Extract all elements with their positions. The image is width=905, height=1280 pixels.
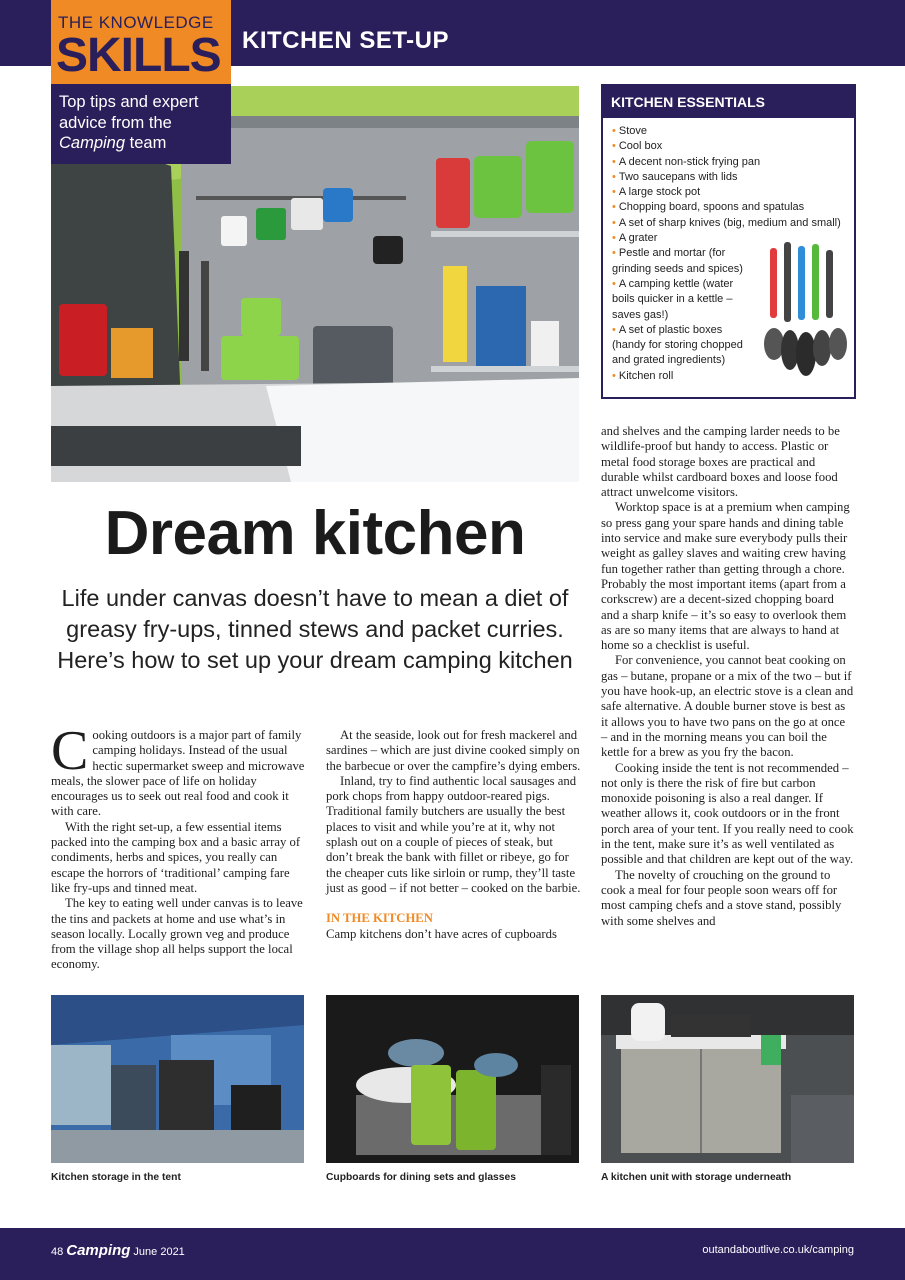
paragraph: For convenience, you cannot beat cooking on gas – butane, propane or a mix of the two – but if you have hook-up, an electric stove is a clean and safe alternative. A double burner stove is best as it allows you to have two pans on the go at once – and in the morning means you can boil the kettle for a brew as you fry the bacon. [601, 653, 854, 760]
paragraph: Cooking inside the tent is not recommended – not only is there the risk of fire but carbon monoxide poisoning is also a real danger. If weather allows it, cook outdoors or in the front porch area of your tent. If you really need to cook in the tent, make sure it’s as well ventilated as possible and that children are kept out of the way. [601, 760, 854, 867]
list-item-text: A grater [618, 232, 658, 245]
bullet-icon: • [612, 201, 616, 214]
paragraph: The novelty of crouching on the ground to cook a meal for four people soon wears off for most camping chefs and a stove stand, possibly with some shelves and [601, 867, 842, 928]
paragraph: Camp kitchens don’t have acres of cupboards [326, 926, 557, 941]
article-standfirst: Life under canvas doesn’t have to mean a diet of greasy fry-ups, tinned stews and packet curries. Here’s how to set up your dream camping kitchen [57, 585, 573, 673]
list-item-text: Stove [618, 125, 647, 137]
magazine-logo: Camping [66, 1242, 131, 1259]
tent-storage-photo [51, 995, 304, 1163]
bullet-icon: • [612, 216, 616, 229]
paragraph: The key to eating well under canvas is to leave the tins and packets at home and use what’s in season locally. Locally grown veg and produce from the village shop all helps support the local economy. [51, 896, 303, 972]
list-item-text: Cool box [618, 140, 663, 153]
paragraph: With the right set-up, a few essential items packed into the camping box and a basic array of condiments, herbs and spices, you really can escape the horrors of ‘traditional’ camping fare like fry-ups and tinned meat. [51, 819, 301, 895]
list-item-text: Kitchen roll [618, 369, 674, 382]
utensil-set-photo [760, 238, 850, 380]
tagline [59, 92, 229, 154]
list-item-text: A large stock pot [618, 186, 701, 199]
bullet-icon: • [612, 369, 616, 382]
photo-caption: Cupboards for dining sets and glasses [326, 1172, 516, 1183]
tagline-line-2: advice from the [59, 113, 172, 132]
list-item [612, 277, 752, 323]
cupboard-photo [326, 995, 579, 1163]
paragraph: and shelves and the camping larder needs to be wildlife-proof but handy to access. Plastic or metal food storage boxes are practical and durable whilst cardboard boxes and loose food attract unwelcome visitors. [601, 424, 840, 500]
list-item [612, 200, 852, 215]
tagline-line-3: team [125, 134, 167, 152]
list-item-text: A camping kettle (water boils quicker in a kettle – saves gas!) [612, 277, 734, 321]
list-item-text: Two saucepans with lids [618, 170, 738, 183]
photo-caption: Kitchen storage in the tent [51, 1172, 181, 1183]
list-item-text: Pestle and mortar (for grinding seeds and spices) [612, 247, 743, 275]
tagline-magazine: Camping [59, 134, 126, 152]
drop-cap: C [51, 720, 89, 782]
list-item [612, 155, 852, 170]
list-item-text: A set of sharp knives (big, medium and small) [618, 216, 841, 229]
photo-caption: A kitchen unit with storage underneath [601, 1172, 792, 1183]
issue-date: June 2021 [133, 1246, 185, 1258]
list-item [612, 170, 852, 185]
bullet-icon: • [612, 232, 616, 245]
bullet-icon: • [612, 323, 616, 336]
section-title: KITCHEN SET-UP [242, 27, 450, 54]
paragraph: At the seaside, look out for fresh mackerel and sardines – which are just divine cooked simply on the barbecue or over the campfire’s dying embers. [326, 728, 581, 773]
bullet-icon: • [612, 170, 616, 183]
website-url: outandaboutlive.co.uk/camping [702, 1244, 854, 1256]
article-column-1 [51, 720, 306, 973]
list-item [612, 139, 852, 154]
list-item-text: A set of plastic boxes (handy for storing chopped and grated ingredients) [612, 323, 743, 367]
paragraph-text: ooking outdoors is a major part of family camping holidays. Instead of the usual hectic supermarket sweep and microwave meals, the slower pace of life on holiday encourages us to seek out real food and cook it with care. [51, 728, 305, 819]
badge-title: SKILLS [56, 29, 221, 82]
paragraph: Inland, try to find authentic local sausages and pork chops from happy outdoor-reared pigs. Traditional family butchers are usually the best places to visit and while you’re at it, why not splash out on a couple of pieces of steak, but don’t break the bank with fillet or ribeye, go for the cheaper cuts like sirloin or rump, they’ll taste just as good – if not better – cooked on the barbie. [326, 773, 581, 895]
tagline-line-1: Top tips and expert [59, 93, 199, 111]
badge-kicker: THE KNOWLEDGE [58, 13, 214, 32]
kitchen-essentials-title: KITCHEN ESSENTIALS [611, 94, 766, 110]
article-headline: Dream kitchen [104, 499, 526, 568]
list-item [612, 216, 852, 231]
list-item [612, 124, 852, 139]
kitchen-unit-photo [601, 995, 854, 1163]
list-item-text: A decent non-stick frying pan [618, 155, 761, 168]
bullet-icon: • [612, 125, 616, 137]
bullet-icon: • [612, 155, 616, 168]
bullet-icon: • [612, 277, 616, 290]
list-item-text: Chopping board, spoons and spatulas [618, 201, 805, 214]
paragraph: Worktop space is at a premium when camping so press gang your spare hands and dining table into service and make sure everybody pulls their weight as galley slaves and waiting crew having fun together rather than getting through a chore. Probably the most important items (apart from a corkscrew) are a decent-sized chopping board and a sharp knife – it’s so easy to overlook them as are so many items that are always to hand at home so a checklist is useful. [601, 500, 850, 653]
folio [51, 1242, 185, 1259]
bullet-icon: • [612, 186, 616, 199]
paragraph [51, 720, 306, 820]
list-item [612, 185, 852, 200]
list-item [612, 246, 752, 277]
article-column-3 [601, 424, 854, 929]
bullet-icon: • [612, 247, 616, 260]
subheading: IN THE KITCHEN [326, 911, 433, 926]
list-item [612, 323, 752, 369]
page-number: 48 [51, 1246, 64, 1258]
bullet-icon: • [612, 140, 616, 153]
article-column-2 [326, 728, 581, 942]
